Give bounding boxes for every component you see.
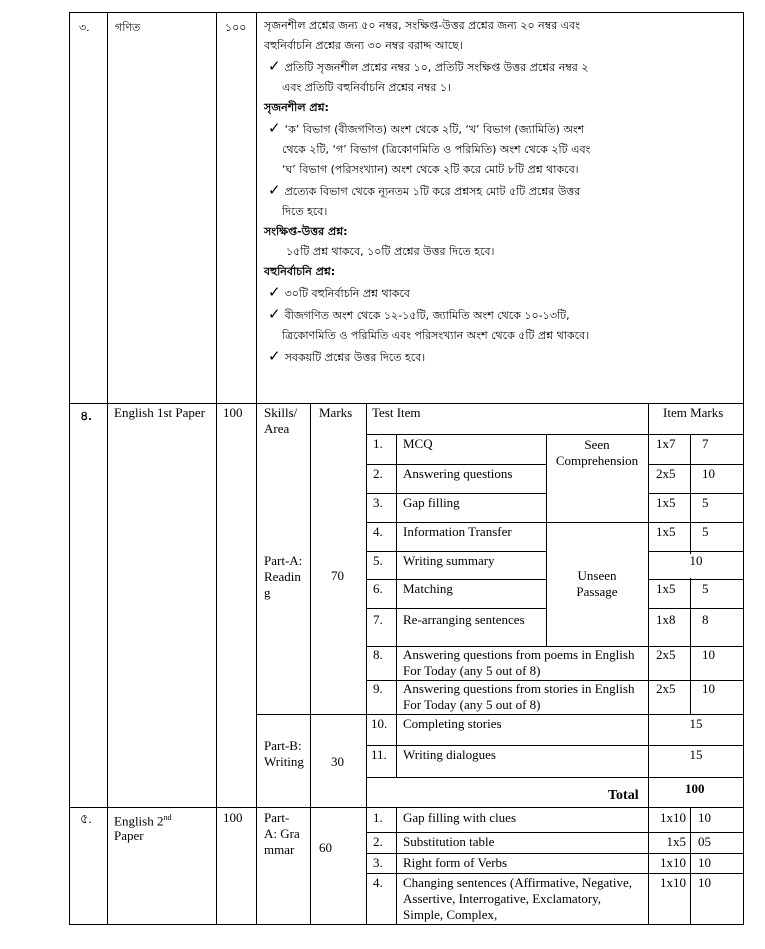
item-marks-total: 10 xyxy=(698,875,711,890)
item-number: 9. xyxy=(373,681,383,696)
item-marks-split: 1x10 xyxy=(660,875,686,890)
part-b-writing-label: Part-B: Writing xyxy=(264,738,304,769)
distribution-line xyxy=(264,16,742,36)
line-text: বহুনির্বাচনি প্রশ্ন: xyxy=(264,265,336,278)
item-text: Writing dialogues xyxy=(403,747,496,762)
item-text: Answering questions from stories in English For Today (any 5 out of 8) xyxy=(403,681,635,712)
header-item-marks: Item Marks xyxy=(663,405,724,420)
distribution-line xyxy=(264,180,742,202)
distribution-line xyxy=(264,36,742,56)
item-number: 6. xyxy=(373,581,383,596)
item-marks-split: 1x10 xyxy=(660,810,686,825)
item-marks-split: 1x5 xyxy=(656,524,676,539)
item-marks-total: 05 xyxy=(698,834,711,849)
item-number: 7. xyxy=(373,612,383,627)
checkmark-icon: ✓ xyxy=(268,347,281,365)
item-marks-split: 2x5 xyxy=(656,681,676,696)
item-marks-total: 15 xyxy=(689,716,703,731)
line-text: থেকে ২টি, ‘গ’ বিভাগ (ত্রিকোণমিতি ও পরিমিতি) অংশ থেকে ২টি এবং xyxy=(282,143,591,156)
row5-marks: 100 xyxy=(223,810,243,825)
header-marks: Marks xyxy=(319,405,353,420)
item-number: 8. xyxy=(373,647,383,662)
section-heading xyxy=(264,262,742,282)
item-number: 4. xyxy=(373,875,383,890)
item-marks-total: 7 xyxy=(702,436,709,451)
part-a-grammar-marks: 60 xyxy=(319,840,332,855)
total-label: Total xyxy=(608,788,639,803)
item-text: Right form of Verbs xyxy=(403,855,508,870)
part-a-reading-label: Part-A: Reading xyxy=(264,553,303,600)
item-marks-split: 1x5 xyxy=(656,581,676,596)
item-text: Information Transfer xyxy=(403,524,512,539)
item-text: Re-arranging sentences xyxy=(403,612,525,627)
item-marks-total: 10 xyxy=(698,810,711,825)
item-text: Writing summary xyxy=(403,553,495,568)
item-marks-total: 5 xyxy=(702,524,709,539)
part-b-writing-marks: 30 xyxy=(331,754,344,769)
checkmark-icon: ✓ xyxy=(268,181,281,199)
checkmark-icon: ✓ xyxy=(268,283,281,301)
header-test-item: Test Item xyxy=(372,405,421,420)
distribution-line xyxy=(264,346,742,368)
line-text: প্রতিটি সৃজনশীল প্রশ্নের নম্বর ১০, প্রতিটি সংক্ষিপ্ত উত্তর প্রশ্নের নম্বর ২ xyxy=(284,61,589,74)
seen-comprehension-label: Seen Comprehension xyxy=(555,437,639,468)
checkmark-icon: ✓ xyxy=(268,119,281,137)
distribution-line xyxy=(264,140,742,160)
unseen-passage-label: Unseen Passage xyxy=(576,568,618,599)
section-heading xyxy=(264,222,742,242)
row3-serial: ৩. xyxy=(79,21,90,34)
item-marks-total: 10 xyxy=(698,855,711,870)
item-marks-total: 10 xyxy=(702,466,715,481)
item-text: Completing stories xyxy=(403,716,502,731)
checkmark-icon: ✓ xyxy=(268,305,281,323)
line-text: প্রত্যেক বিভাগ থেকে ন্যূনতম ১টি করে প্রশ্নসহ মোট ৫টি প্রশ্নের উত্তর xyxy=(284,185,581,198)
item-marks-split: 1x5 xyxy=(666,834,686,849)
row3-marks: ১০০ xyxy=(225,21,247,34)
distribution-line xyxy=(264,202,742,222)
distribution-line xyxy=(264,78,742,98)
item-marks-total: 10 xyxy=(702,647,715,662)
line-text: ত্রিকোণমিতি ও পরিমিতি এবং পরিসংখ্যান অংশ থেকে ৫টি প্রশ্ন থাকবে। xyxy=(282,329,590,342)
item-text: MCQ xyxy=(403,436,433,451)
checkmark-icon: ✓ xyxy=(268,57,281,75)
distribution-line xyxy=(264,326,742,346)
distribution-line xyxy=(264,242,742,262)
item-number: 10. xyxy=(371,716,388,731)
distribution-line xyxy=(264,304,742,326)
distribution-line xyxy=(264,118,742,140)
item-marks-split: 1x5 xyxy=(656,495,676,510)
line-text: ১৫টি প্রশ্ন থাকবে, ১০টি প্রশ্নের উত্তর দিতে হবে। xyxy=(286,245,495,258)
part-a-grammar-label: Part-A: Grammar xyxy=(264,810,300,857)
line-text: সৃজনশীল প্রশ্নের জন্য ৫০ নম্বর, সংক্ষিপ্ত-উত্তর প্রশ্নের জন্য ২০ নম্বর এবং xyxy=(264,19,580,32)
item-text: Substitution table xyxy=(403,834,495,849)
item-marks-total: 8 xyxy=(702,612,709,627)
header-skills: Skills/ Area xyxy=(264,405,298,436)
item-number: 1. xyxy=(373,810,383,825)
line-text: সংক্ষিপ্ত-উত্তর প্রশ্ন: xyxy=(264,225,348,238)
distribution-line xyxy=(264,56,742,78)
item-marks-split: 1x8 xyxy=(656,612,676,627)
item-number: 2. xyxy=(373,834,383,849)
item-number: 3. xyxy=(373,495,383,510)
item-marks-split: 2x5 xyxy=(656,466,676,481)
item-marks-total: 15 xyxy=(689,747,703,762)
row3-subject: গণিত xyxy=(115,21,141,34)
distribution-line xyxy=(264,282,742,304)
row3-distribution-text xyxy=(264,16,742,368)
line-text: সৃজনশীল প্রশ্ন: xyxy=(264,101,329,114)
item-number: 2. xyxy=(373,466,383,481)
row5-serial: ৫. xyxy=(80,811,92,826)
line-text: ‘ক’ বিভাগ (বীজগণিত) অংশ থেকে ২টি, ‘খ’ বিভাগ (জ্যামিতি) অংশ xyxy=(284,123,585,136)
item-text: Answering questions xyxy=(403,466,513,481)
item-marks-split: 1x10 xyxy=(660,855,686,870)
row5-subject: English 2nd Paper xyxy=(114,813,172,844)
item-marks-split: 2x5 xyxy=(656,647,676,662)
item-text: Gap filling xyxy=(403,495,460,510)
line-text: বীজগণিত অংশ থেকে ১২-১৫টি, জ্যামিতি অংশ থেকে ১০-১৩টি, xyxy=(284,309,570,322)
item-text: Answering questions from poems in English For Today (any 5 out of 8) xyxy=(403,647,635,678)
item-marks-total: 5 xyxy=(702,495,709,510)
item-marks-total: 5 xyxy=(702,581,709,596)
item-number: 11. xyxy=(371,747,387,762)
item-number: 5. xyxy=(373,553,383,568)
item-number: 3. xyxy=(373,855,383,870)
line-text: বহুনির্বাচনি প্রশ্নের জন্য ৩০ নম্বর বরাদ্দ আছে। xyxy=(264,39,463,52)
item-number: 4. xyxy=(373,524,383,539)
row4-serial: ৪. xyxy=(80,408,92,423)
item-number: 1. xyxy=(373,436,383,451)
row4-marks: 100 xyxy=(223,405,243,420)
item-marks-total: 10 xyxy=(702,681,715,696)
row4-subject: English 1st Paper xyxy=(114,405,205,420)
line-text: এবং প্রতিটি বহুনির্বাচনি প্রশ্নের নম্বর ১। xyxy=(282,81,452,94)
line-text: ৩০টি বহুনির্বাচনি প্রশ্ন থাকবে xyxy=(284,287,411,300)
item-marks-total: 10 xyxy=(689,553,703,568)
item-text: Gap filling with clues xyxy=(403,810,517,825)
line-text: দিতে হবে। xyxy=(282,205,328,218)
part-a-reading-marks: 70 xyxy=(331,568,344,583)
line-text: সবকয়টি প্রশ্নের উত্তর দিতে হবে। xyxy=(284,351,426,364)
section-heading xyxy=(264,98,742,118)
distribution-line xyxy=(264,160,742,180)
item-text: Changing sentences (Affirmative, Negative, Assertive, Interrogative, Exclamatory, Simple, Complex, xyxy=(403,875,632,922)
item-text: Matching xyxy=(403,581,453,596)
line-text: ‘ঘ’ বিভাগ (পরিসংখ্যান) অংশ থেকে ২টি করে মোট ৮টি প্রশ্ন থাকবে। xyxy=(282,163,579,176)
item-marks-split: 1x7 xyxy=(656,436,676,451)
total-value: 100 xyxy=(685,781,705,796)
